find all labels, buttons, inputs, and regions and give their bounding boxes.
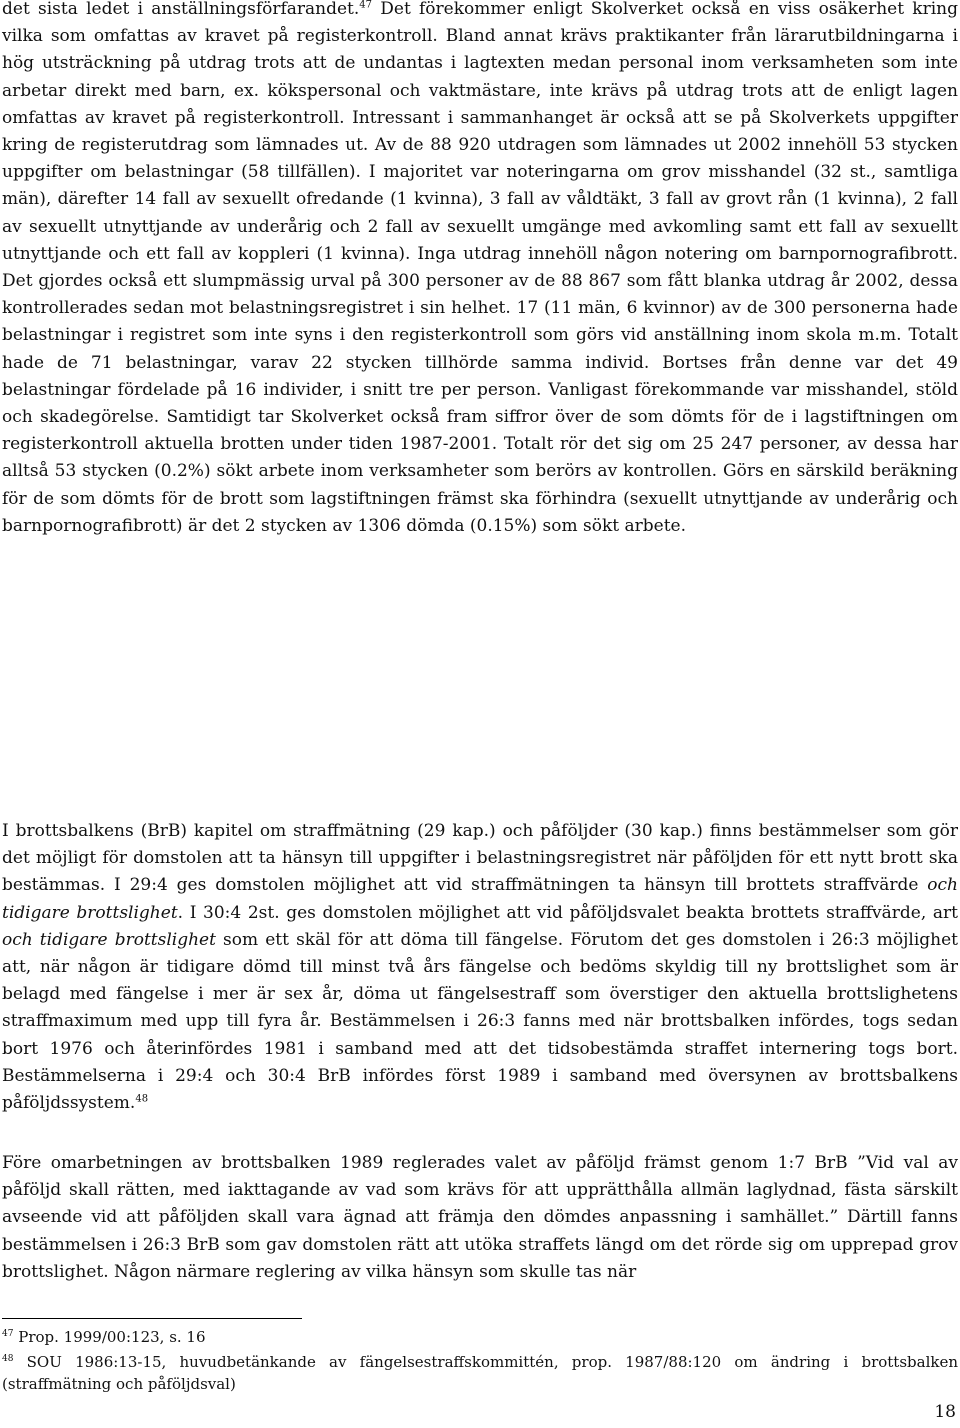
text-run: som ett skäl för att döma till fängelse. Förutom det ges domstolen i 26:3 möjlighet att, när någon är tidigare dömd till minst två års fängelse och bedöms skyldig till ny brottslighet som är belagd med fängelse i mer är sex år, döma ut fängelsestraff som överstiger den aktuella brottslighetens straffmaximum med upp till fyra år. Bestämmelsen i 26:3 fanns med när brottsbalken infördes, togs sedan bort 1976 och återinfördes 1981 i samband med att det tidsobestämda straffet internering togs bort. Bestämmelserna i 29:4 och 30:4 BrB infördes först 1989 i samband med översynen av brottsbalkens påföljdssystem. xyxy=(2,929,958,1114)
footnote-text: Prop. 1999/00:123, s. 16 xyxy=(13,1328,206,1346)
text-run: Det förekommer enligt Skolverket också en viss osäkerhet kring vilka som omfattas av kravet på registerkontroll. Bland annat krävs praktikanter från lärarutbildningarna i hög utsträckning på utdrag trots att de undantas i lagtexten medan personal inom verksamheten som inte arbetar direkt med barn, ex. kökspersonal och vaktmästare, inte krävs på utdrag trots att de enligt lagen omfattas av kravet på registerkontroll. Intressant i sammanhanget är också att se på Skolverkets uppgifter kring de registerutdrag som lämnades ut. Av de 88 920 utdragen som lämnades ut 2002 innehöll 53 stycken uppgifter om belastningar (58 tillfällen). I majoritet var noteringarna om grov misshandel (32 st., samtliga män), därefter 14 fall av sexuellt ofredande (1 kvinna), 3 fall av våldtäkt, 3 fall av grovt rån (1 kvinna), 2 fall av sexuellt utnyttjande av underårig och 2 fall av sexuellt umgänge med avkomling samt ett fall av sexuellt utnyttjande och ett fall av koppleri (1 kvinna). Inga utdrag innehöll någon notering om barnpornografibrott. Det gjordes också ett slumpmässig urval på 300 personer av de 88 867 som fått blanka utdrag år 2002, dessa kontrollerades sedan mot belastningsregistret i sin helhet. 17 (11 män, 6 kvinnor) av de 300 personerna hade belastningar i registret som inte syns i den registerkontroll som görs vid anställning inom skola m.m. Totalt hade de 71 belastningar, varav 22 stycken tillhörde samma individ. Bortses från denne var det 49 belastningar fördelade på 16 individer, i snitt tre per person. Vanligast förekommande var misshandel, stöld och skadegörelse. Samtidigt tar Skolverket också fram siffror över de som dömts för de i lagstiftningen om registerkontroll aktuella brotten under tiden 1987-2001. Totalt rör det sig om 25 247 personer, av dessa har alltså 53 stycken (0.2%) sökt arbete inom verksamheter som berörs av kontrollen. Görs en särskild beräkning för de som dömts för de brott som lagstiftningen främst ska förhindra (sexuellt utnyttjande av underårig och barnpornografibrott) är det 2 stycken av 1306 dömda (0.15%) som sökt arbete. xyxy=(2,0,958,536)
footnote-text: SOU 1986:13-15, huvudbetänkande av fängelsestraffskommittén, prop. 1987/88:120 om ändring i brottsbalken (straffmätning och påföljdsval) xyxy=(2,1353,958,1393)
text-run: . I 30:4 2st. ges domstolen möjlighet att vid påföljdsvalet beakta brottets straffvärde, art xyxy=(177,902,958,923)
text-run: I brottsbalkens (BrB) kapitel om straffmätning (29 kap.) och påföljder (30 kap.) finns bestämmelser som gör det möjligt för domstolen att ta hänsyn till uppgifter i belastningsregistret när påföljden för ett nytt brott ska bestämmas. I 29:4 ges domstolen möjlighet att vid straffmätningen ta hänsyn till brottets straffvärde xyxy=(2,821,958,896)
section-heading xyxy=(2,688,90,724)
text-run: det sista ledet i anställningsförfarandet. xyxy=(2,0,360,19)
footnote-ref-47: 47 xyxy=(359,0,373,11)
body-paragraph-straffmatning xyxy=(2,818,958,1117)
body-paragraph-omarbetning: Före omarbetningen av brottsbalken 1989 reglerades valet av påföljd främst genom 1:7 BrB ”Vid val av påföljd skall rätten, med iakttagande av vad som krävs för att upprätthålla allmän laglydnad, fästa särskilt avseende vid att påföljden skall vara ägnad att främja den dömdes anpassning i samhället.” Därtill fanns bestämmelsen i 26:3 BrB som gav domstolen rätt att utöka straffets längd om det rörde sig om upprepad grov brottslighet. Någon närmare reglering av vilka hänsyn som skulle tas när xyxy=(2,1153,958,1282)
body-paragraph-registerkontroll xyxy=(2,0,958,540)
footnote-47 xyxy=(2,1326,958,1348)
page-number: 18 xyxy=(934,1402,956,1422)
footnote-mark: 47 xyxy=(2,1329,14,1339)
footnote-48 xyxy=(2,1351,958,1395)
footnote-ref-48: 48 xyxy=(135,1093,149,1105)
footnote-divider xyxy=(2,1318,302,1319)
emphasis-text: och tidigare brottslighet xyxy=(2,875,958,923)
emphasis-text: och tidigare brottslighet xyxy=(2,929,216,950)
footnote-mark: 48 xyxy=(2,1354,14,1364)
